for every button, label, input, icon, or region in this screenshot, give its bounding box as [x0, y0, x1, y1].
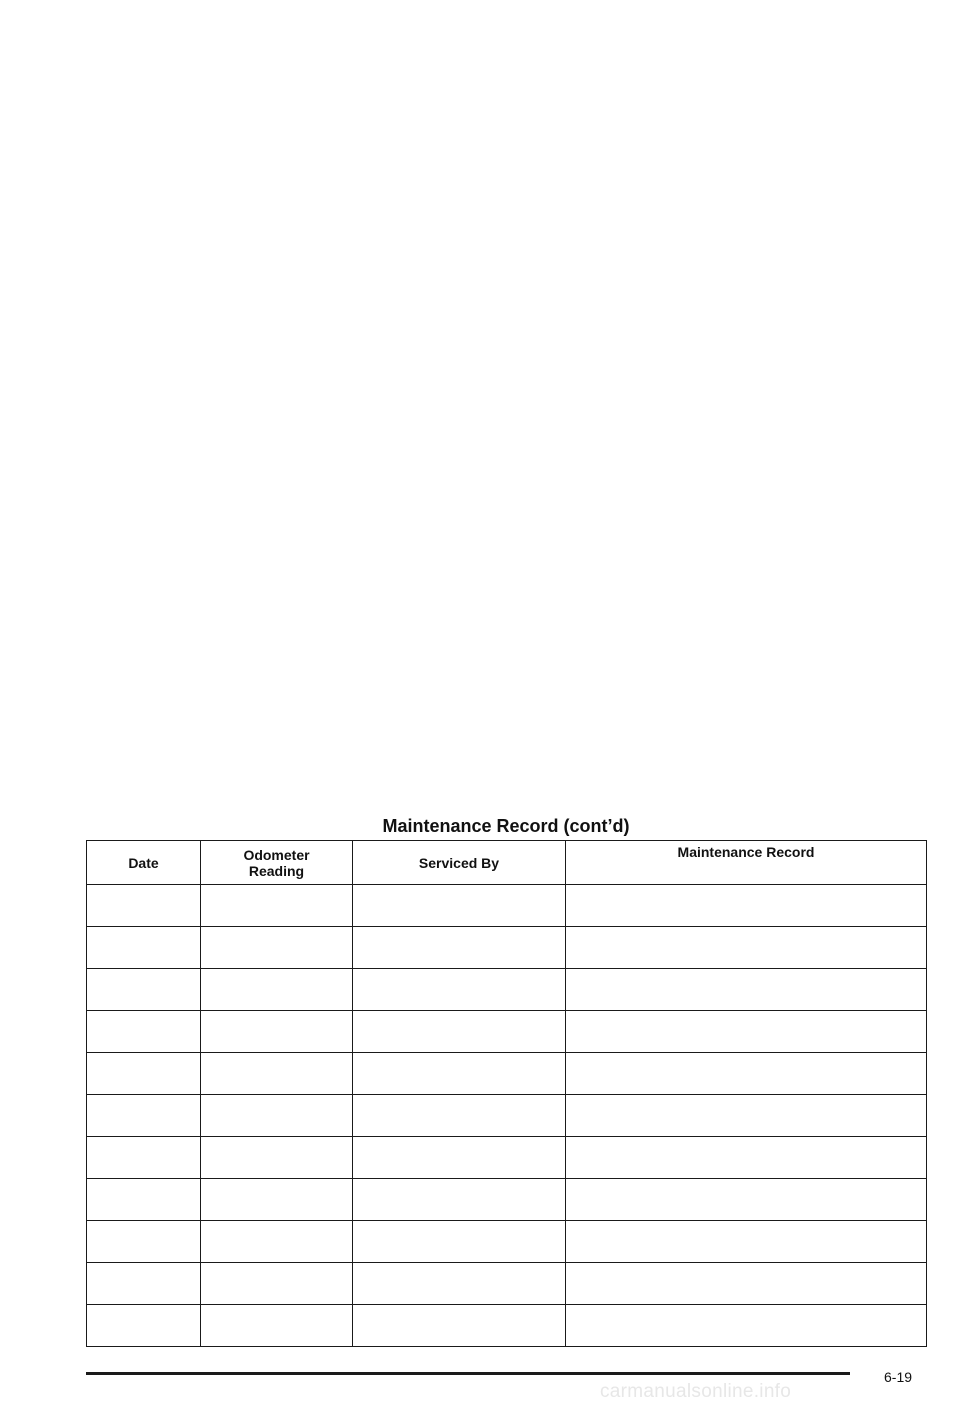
cell-odometer: [201, 1221, 353, 1263]
cell-date: [87, 885, 201, 927]
column-header-maintenance-record: Maintenance Record: [566, 841, 927, 885]
cell-odometer: [201, 1137, 353, 1179]
cell-date: [87, 1305, 201, 1347]
cell-odometer: [201, 1011, 353, 1053]
table-row: [87, 1011, 927, 1053]
cell-serviced-by: [353, 1221, 566, 1263]
cell-serviced-by: [353, 1263, 566, 1305]
cell-maintenance-record: [566, 927, 927, 969]
cell-serviced-by: [353, 1179, 566, 1221]
cell-maintenance-record: [566, 1011, 927, 1053]
table-row: [87, 1305, 927, 1347]
cell-maintenance-record: [566, 1305, 927, 1347]
table-row: [87, 927, 927, 969]
cell-maintenance-record: [566, 1137, 927, 1179]
cell-maintenance-record: [566, 1053, 927, 1095]
cell-odometer: [201, 885, 353, 927]
cell-odometer: [201, 969, 353, 1011]
table-row: [87, 1221, 927, 1263]
cell-odometer: [201, 927, 353, 969]
table-row: [87, 885, 927, 927]
table-row: [87, 1263, 927, 1305]
cell-serviced-by: [353, 969, 566, 1011]
column-header-odometer-line2: Reading: [248, 862, 305, 879]
table-row: [87, 1053, 927, 1095]
cell-date: [87, 927, 201, 969]
column-header-serviced-by: Serviced By: [353, 841, 566, 885]
column-header-date: Date: [87, 841, 201, 885]
cell-serviced-by: [353, 1011, 566, 1053]
cell-odometer: [201, 1179, 353, 1221]
cell-date: [87, 1095, 201, 1137]
cell-serviced-by: [353, 1305, 566, 1347]
table-body: [87, 885, 927, 1347]
cell-date: [87, 1179, 201, 1221]
column-header-odometer-reading: [201, 841, 353, 885]
cell-serviced-by: [353, 885, 566, 927]
footer-rule: [86, 1372, 850, 1375]
cell-maintenance-record: [566, 1221, 927, 1263]
table-row: [87, 1137, 927, 1179]
cell-odometer: [201, 1263, 353, 1305]
table-header-row: [87, 841, 927, 885]
cell-serviced-by: [353, 1137, 566, 1179]
cell-maintenance-record: [566, 1179, 927, 1221]
cell-serviced-by: [353, 1095, 566, 1137]
cell-date: [87, 1263, 201, 1305]
cell-maintenance-record: [566, 1095, 927, 1137]
cell-serviced-by: [353, 1053, 566, 1095]
column-header-odometer-line1: Odometer: [243, 846, 310, 863]
cell-date: [87, 969, 201, 1011]
cell-date: [87, 1221, 201, 1263]
maintenance-record-table: [86, 840, 927, 1347]
table-row: [87, 969, 927, 1011]
cell-maintenance-record: [566, 885, 927, 927]
cell-maintenance-record: [566, 1263, 927, 1305]
cell-serviced-by: [353, 927, 566, 969]
cell-date: [87, 1053, 201, 1095]
cell-odometer: [201, 1053, 353, 1095]
page-title: Maintenance Record (cont’d): [382, 816, 630, 836]
cell-odometer: [201, 1095, 353, 1137]
cell-maintenance-record: [566, 969, 927, 1011]
cell-date: [87, 1137, 201, 1179]
page-number: 6-19: [884, 1369, 913, 1385]
table-row: [87, 1095, 927, 1137]
cell-odometer: [201, 1305, 353, 1347]
cell-date: [87, 1011, 201, 1053]
watermark: carmanualsonline.info: [600, 1381, 792, 1402]
table-row: [87, 1179, 927, 1221]
